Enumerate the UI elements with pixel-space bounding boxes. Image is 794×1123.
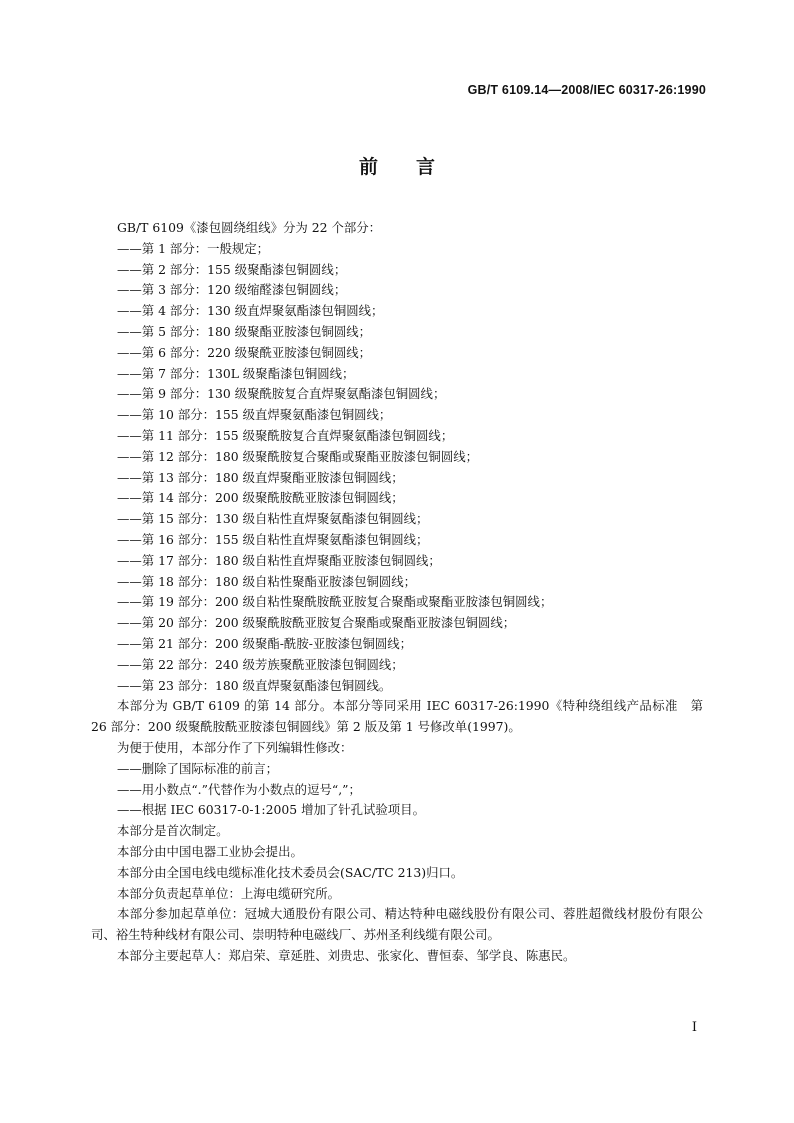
first-made-paragraph: 本部分是首次制定。 bbox=[117, 823, 229, 839]
list-item: ——第 3 部分：120 级缩醛漆包铜圆线； bbox=[117, 282, 347, 298]
list-item: ——第 12 部分：180 级聚酰胺复合聚酯或聚酯亚胺漆包铜圆线； bbox=[117, 448, 478, 464]
list-item: ——第 22 部分：240 级芳族聚酰亚胺漆包铜圆线； bbox=[117, 656, 404, 672]
list-item: ——第 4 部分：130 级直焊聚氨酯漆包铜圆线； bbox=[117, 303, 384, 319]
list-item: ——用小数点“.”代替作为小数点的逗号“,”； bbox=[117, 781, 361, 797]
proposed-by-paragraph: 本部分由中国电器工业协会提出。 bbox=[117, 843, 303, 859]
list-item: ——第 1 部分：一般规定； bbox=[117, 240, 270, 256]
list-item: ——第 13 部分：180 级直焊聚酯亚胺漆包铜圆线； bbox=[117, 469, 404, 485]
list-item: ——第 5 部分：180 级聚酯亚胺漆包铜圆线； bbox=[117, 323, 371, 339]
drafting-unit-paragraph: 本部分负责起草单位：上海电缆研究所。 bbox=[117, 885, 341, 901]
list-item: ——第 11 部分：155 级聚酰胺复合直焊聚氨酯漆包铜圆线； bbox=[117, 427, 454, 443]
participants-paragraph: 本部分参加起草单位：冠城大通股份有限公司、精达特种电磁线股份有限公司、蓉胜超微线材股份有限公司、裕生特种线材有限公司、崇明特种电磁线厂、苏州圣利线缆有限公司。 bbox=[91, 906, 703, 943]
standard-code-header: GB/T 6109.14—2008/IEC 60317-26:1990 bbox=[467, 83, 706, 97]
list-item: ——第 14 部分：200 级聚酰胺酰亚胺漆包铜圆线； bbox=[117, 490, 404, 506]
parts-list bbox=[91, 239, 703, 697]
centralized-by-paragraph: 本部分由全国电线电缆标准化技术委员会(SAC/TC 213)归口。 bbox=[117, 864, 464, 880]
list-item: ——第 7 部分：130L 级聚酯漆包铜圆线； bbox=[117, 365, 355, 381]
list-item: ——第 20 部分：200 级聚酰胺酰亚胺复合聚酯或聚酯亚胺漆包铜圆线； bbox=[117, 615, 516, 631]
list-item: ——第 9 部分：130 级聚酰胺复合直焊聚氨酯漆包铜圆线； bbox=[117, 386, 446, 402]
list-item: ——第 18 部分：180 级自粘性聚酯亚胺漆包铜圆线； bbox=[117, 573, 417, 589]
drafters-paragraph: 本部分主要起草人：郑启荣、章延胜、刘贵忠、张家化、曹恒泰、邹学良、陈惠民。 bbox=[117, 947, 576, 963]
foreword-body bbox=[91, 218, 703, 967]
list-item: ——第 15 部分：130 级自粘性直焊聚氨酯漆包铜圆线； bbox=[117, 511, 429, 527]
list-item: ——第 10 部分：155 级直焊聚氨酯漆包铜圆线； bbox=[117, 407, 392, 423]
page-title: 前 言 bbox=[358, 156, 435, 178]
list-item: ——第 19 部分：200 级自粘性聚酰胺酰亚胺复合聚酯或聚酯亚胺漆包铜圆线； bbox=[117, 594, 553, 610]
list-item: ——第 21 部分：200 级聚酯-酰胺-亚胺漆包铜圆线； bbox=[117, 635, 413, 651]
list-item: ——第 6 部分：220 级聚酰亚胺漆包铜圆线； bbox=[117, 344, 371, 360]
list-item: ——第 17 部分：180 级自粘性直焊聚酯亚胺漆包铜圆线； bbox=[117, 552, 441, 568]
adoption-paragraph: 本部分为 GB/T 6109 的第 14 部分。本部分等同采用 IEC 60317-26:1990《特种绕组线产品标准 第 26 部分：200 级聚酰胺酰亚胺漆包铜圆线》第 2 版及第 1 号修改单(1997)。 bbox=[91, 698, 703, 735]
page-number: I bbox=[691, 1020, 697, 1035]
list-item: ——第 23 部分：180 级直焊聚氨酯漆包铜圆线。 bbox=[117, 677, 392, 693]
edit-intro-paragraph: 为便于使用，本部分作了下列编辑性修改： bbox=[117, 739, 353, 755]
list-item: ——删除了国际标准的前言； bbox=[117, 760, 279, 776]
list-item: ——第 16 部分：155 级自粘性直焊聚氨酯漆包铜圆线； bbox=[117, 531, 429, 547]
intro-paragraph: GB/T 6109《漆包圆绕组线》分为 22 个部分： bbox=[117, 220, 382, 235]
list-item: ——根据 IEC 60317-0-1:2005 增加了针孔试验项目。 bbox=[117, 802, 425, 818]
list-item: ——第 2 部分：155 级聚酯漆包铜圆线； bbox=[117, 261, 347, 277]
edits-list bbox=[91, 759, 703, 821]
